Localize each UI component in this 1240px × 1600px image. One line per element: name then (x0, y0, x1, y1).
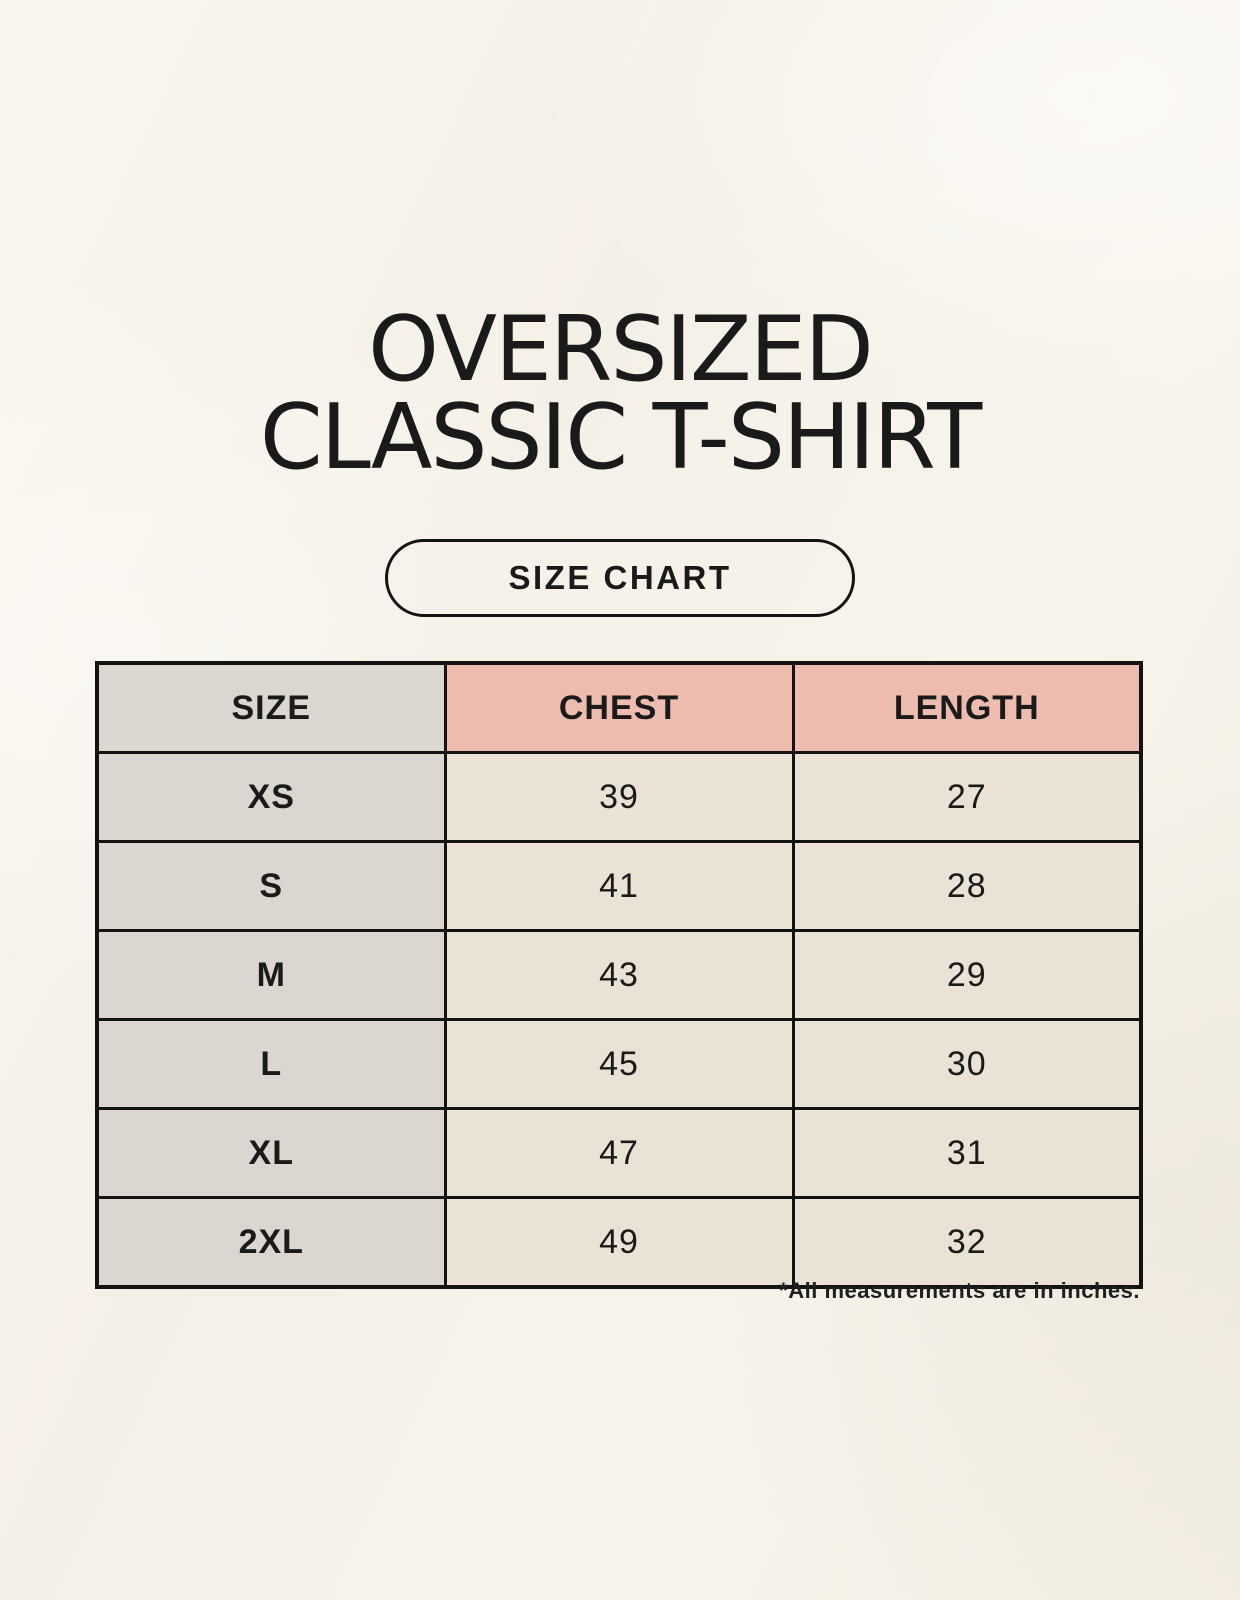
chest-cell: 41 (445, 842, 793, 931)
column-header-chest: CHEST (445, 663, 793, 753)
size-cell: M (97, 931, 445, 1020)
size-cell: S (97, 842, 445, 931)
page-title (0, 297, 1240, 490)
length-cell: 32 (793, 1198, 1141, 1288)
table-row-xl (97, 1109, 1141, 1198)
chest-cell: 45 (445, 1020, 793, 1109)
page-title-line-2: CLASSIC T-SHIRT (259, 385, 981, 490)
size-cell: XL (97, 1109, 445, 1198)
table-row-2xl (97, 1198, 1141, 1288)
table-header-row (97, 663, 1141, 753)
size-chart-button-label: SIZE CHART (508, 559, 732, 596)
length-cell: 31 (793, 1109, 1141, 1198)
table-row-l (97, 1020, 1141, 1109)
length-cell: 30 (793, 1020, 1141, 1109)
page-title-line-1: OVERSIZED (368, 297, 872, 402)
chest-cell: 39 (445, 753, 793, 842)
size-cell: 2XL (97, 1198, 445, 1288)
size-cell: XS (97, 753, 445, 842)
table-row-xs (97, 753, 1141, 842)
length-cell: 29 (793, 931, 1141, 1020)
measurement-footnote: *All measurements are in inches. (779, 1278, 1140, 1303)
column-header-length: LENGTH (793, 663, 1141, 753)
column-header-size: SIZE (97, 663, 445, 753)
table-row-s (97, 842, 1141, 931)
table-row-m (97, 931, 1141, 1020)
size-chart-table (95, 661, 1143, 1289)
chest-cell: 49 (445, 1198, 793, 1288)
size-chart-button[interactable] (385, 539, 855, 617)
chest-cell: 47 (445, 1109, 793, 1198)
length-cell: 28 (793, 842, 1141, 931)
chest-cell: 43 (445, 931, 793, 1020)
size-cell: L (97, 1020, 445, 1109)
length-cell: 27 (793, 753, 1141, 842)
